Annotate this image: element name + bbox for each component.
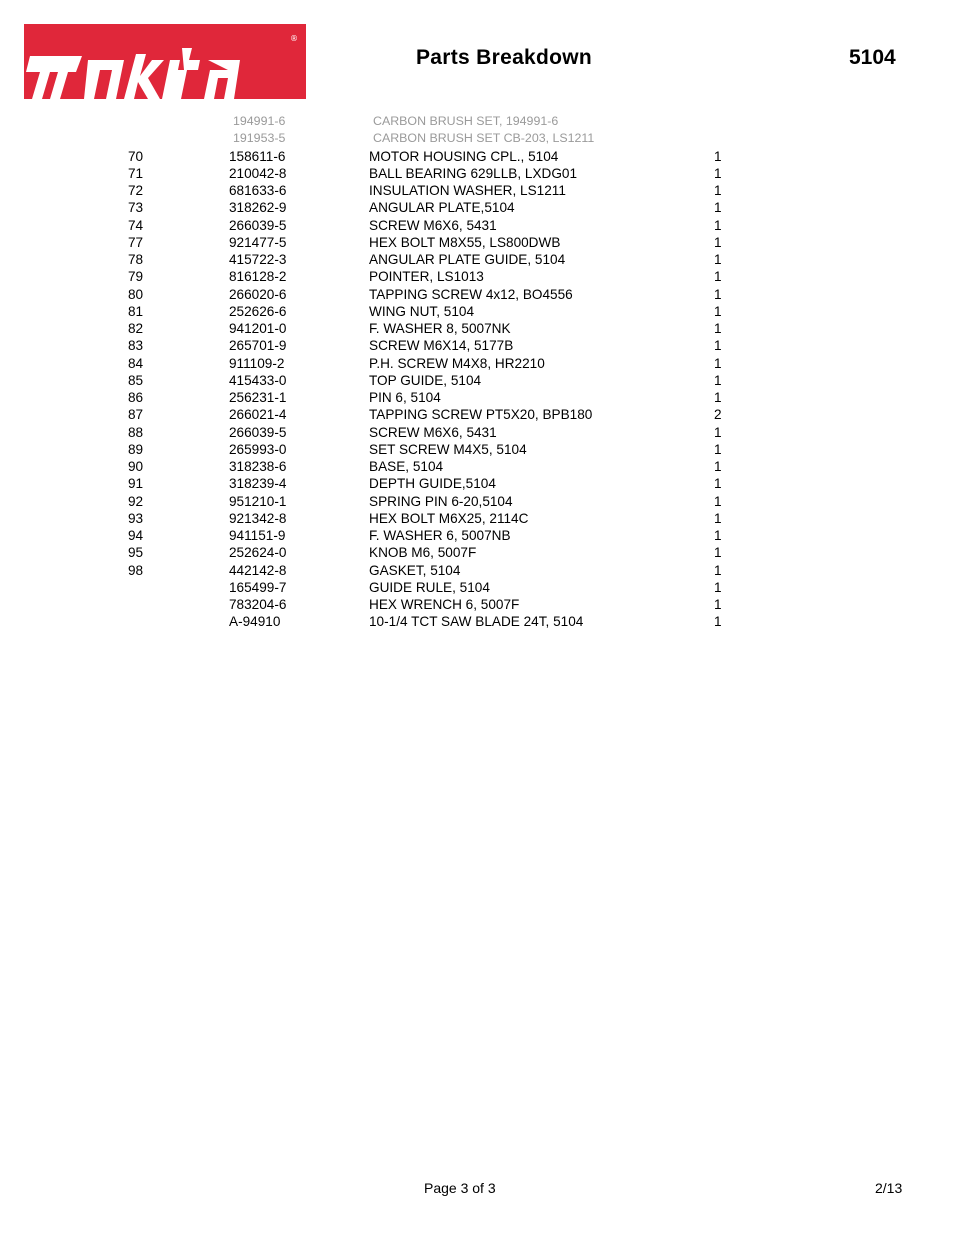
ref-number: 80 xyxy=(128,286,144,302)
quantity: 1 xyxy=(714,562,722,578)
parts-list xyxy=(0,113,954,631)
parts-row xyxy=(0,493,954,510)
quantity: 1 xyxy=(714,528,722,543)
parts-row xyxy=(0,458,954,475)
part-description: 10-1/4 TCT SAW BLADE 24T, 5104 xyxy=(369,614,584,630)
ref-number: 71 xyxy=(128,165,144,181)
part-description: TOP GUIDE, 5104 xyxy=(369,372,482,388)
part-description: WING NUT, 5104 xyxy=(369,303,474,319)
quantity: 1 xyxy=(714,510,722,526)
part-description: GASKET, 5104 xyxy=(369,562,461,578)
part-number: 951210-1 xyxy=(229,493,287,509)
parts-row xyxy=(0,217,954,234)
ref-number: 85 xyxy=(128,372,144,388)
part-description: TAPPING SCREW 4x12, BO4556 xyxy=(369,286,573,302)
quantity: 1 xyxy=(714,355,722,371)
ref-number: 86 xyxy=(128,390,144,405)
parts-row xyxy=(0,475,954,492)
parts-row xyxy=(0,199,954,216)
ref-number: 93 xyxy=(128,510,144,526)
parts-row xyxy=(0,113,954,130)
part-number: 252624-0 xyxy=(229,545,287,561)
part-description: BASE, 5104 xyxy=(369,459,444,474)
ref-number: 83 xyxy=(128,338,144,354)
part-number: 252626-6 xyxy=(229,303,287,319)
svg-text:®: ® xyxy=(290,34,298,43)
quantity: 1 xyxy=(714,338,722,354)
parts-row xyxy=(0,251,954,268)
parts-row xyxy=(0,562,954,579)
part-description: INSULATION WASHER, LS1211 xyxy=(369,183,566,198)
quantity: 1 xyxy=(714,303,722,319)
quantity: 1 xyxy=(714,165,722,181)
parts-row xyxy=(0,303,954,320)
quantity: 1 xyxy=(714,424,722,440)
part-description: SCREW M6X6, 5431 xyxy=(369,217,497,233)
ref-number: 88 xyxy=(128,424,144,440)
parts-row xyxy=(0,286,954,303)
ref-number: 73 xyxy=(128,200,144,216)
ref-number: 92 xyxy=(128,493,144,509)
part-number: 256231-1 xyxy=(229,390,287,405)
part-description: F. WASHER 6, 5007NB xyxy=(369,528,511,543)
parts-row xyxy=(0,579,954,596)
ref-number: 98 xyxy=(128,562,144,578)
part-number: 921342-8 xyxy=(229,510,287,526)
part-description: HEX WRENCH 6, 5007F xyxy=(369,597,520,612)
parts-row xyxy=(0,510,954,527)
quantity: 1 xyxy=(714,183,722,198)
part-description: SPRING PIN 6-20,5104 xyxy=(369,493,513,509)
ref-number: 79 xyxy=(128,269,144,285)
part-description: P.H. SCREW M4X8, HR2210 xyxy=(369,355,545,371)
part-description: DEPTH GUIDE,5104 xyxy=(369,476,496,492)
part-description: GUIDE RULE, 5104 xyxy=(369,579,490,595)
ref-number: 87 xyxy=(128,407,144,423)
part-number: 415722-3 xyxy=(229,252,287,267)
ref-number: 77 xyxy=(128,234,144,250)
parts-row xyxy=(0,406,954,423)
quantity: 1 xyxy=(714,148,722,164)
parts-row xyxy=(0,424,954,441)
model-number: 5104 xyxy=(849,46,896,69)
quantity: 1 xyxy=(714,321,722,336)
part-number: 442142-8 xyxy=(229,562,287,578)
part-number: 266020-6 xyxy=(229,286,287,302)
parts-row xyxy=(0,337,954,354)
part-description: PIN 6, 5104 xyxy=(369,390,441,405)
parts-row xyxy=(0,441,954,458)
quantity: 1 xyxy=(714,476,722,492)
part-number: 921477-5 xyxy=(229,234,287,250)
parts-row xyxy=(0,320,954,337)
parts-row xyxy=(0,544,954,561)
part-description: SCREW M6X6, 5431 xyxy=(369,424,497,440)
ref-number: 82 xyxy=(128,321,144,336)
part-number: 191953-5 xyxy=(233,131,286,146)
makita-logo-wordmark xyxy=(24,24,306,99)
parts-row xyxy=(0,372,954,389)
ref-number: 94 xyxy=(128,528,144,543)
ref-number: 70 xyxy=(128,148,144,164)
quantity: 1 xyxy=(714,269,722,285)
part-number: 158611-6 xyxy=(229,148,286,164)
part-description: TAPPING SCREW PT5X20, BPB180 xyxy=(369,407,593,423)
ref-number: 78 xyxy=(128,252,144,267)
quantity: 1 xyxy=(714,441,722,457)
part-description: ANGULAR PLATE GUIDE, 5104 xyxy=(369,252,566,267)
ref-number: 95 xyxy=(128,545,144,561)
part-description: F. WASHER 8, 5007NK xyxy=(369,321,511,336)
part-description: HEX BOLT M8X55, LS800DWB xyxy=(369,234,561,250)
quantity: 1 xyxy=(714,252,722,267)
parts-row xyxy=(0,268,954,285)
part-number: 194991-6 xyxy=(233,114,286,128)
revision-date: 2/13 xyxy=(875,1180,903,1196)
parts-row xyxy=(0,527,954,544)
part-description: CARBON BRUSH SET, 194991-6 xyxy=(373,114,559,128)
quantity: 2 xyxy=(714,407,722,423)
part-description: MOTOR HOUSING CPL., 5104 xyxy=(369,148,559,164)
part-number: 266039-5 xyxy=(229,424,287,440)
part-description: POINTER, LS1013 xyxy=(369,269,484,285)
part-number: 266039-5 xyxy=(229,217,287,233)
parts-row xyxy=(0,130,954,147)
quantity: 1 xyxy=(714,286,722,302)
part-number: 210042-8 xyxy=(229,165,287,181)
part-number: 266021-4 xyxy=(229,407,287,423)
quantity: 1 xyxy=(714,579,722,595)
part-number: 783204-6 xyxy=(229,597,287,612)
ref-number: 74 xyxy=(128,217,144,233)
part-number: 165499-7 xyxy=(229,579,287,595)
quantity: 1 xyxy=(714,459,722,474)
ref-number: 72 xyxy=(128,183,144,198)
parts-row xyxy=(0,389,954,406)
part-description: CARBON BRUSH SET CB-203, LS1211 xyxy=(373,131,595,146)
part-number: A-94910 xyxy=(229,614,281,630)
part-description: BALL BEARING 629LLB, LXDG01 xyxy=(369,165,578,181)
part-description: ANGULAR PLATE,5104 xyxy=(369,200,515,216)
quantity: 1 xyxy=(714,200,722,216)
part-number: 415433-0 xyxy=(229,372,287,388)
quantity: 1 xyxy=(714,234,722,250)
quantity: 1 xyxy=(714,597,722,612)
page-indicator: Page 3 of 3 xyxy=(424,1180,496,1196)
quantity: 1 xyxy=(714,614,722,630)
ref-number: 91 xyxy=(128,476,144,492)
ref-number: 81 xyxy=(128,303,144,319)
quantity: 1 xyxy=(714,390,722,405)
quantity: 1 xyxy=(714,372,722,388)
quantity: 1 xyxy=(714,545,722,561)
part-number: 265993-0 xyxy=(229,441,287,457)
part-number: 318238-6 xyxy=(229,459,287,474)
part-description: KNOB M6, 5007F xyxy=(369,545,477,561)
part-number: 941151-9 xyxy=(229,528,286,543)
ref-number: 84 xyxy=(128,355,144,371)
parts-row xyxy=(0,355,954,372)
part-number: 816128-2 xyxy=(229,269,287,285)
part-number: 265701-9 xyxy=(229,338,287,354)
part-description: SET SCREW M4X5, 5104 xyxy=(369,441,527,457)
parts-row xyxy=(0,148,954,165)
part-description: HEX BOLT M6X25, 2114C xyxy=(369,510,529,526)
part-number: 318239-4 xyxy=(229,476,287,492)
makita-logo xyxy=(24,24,306,99)
ref-number: 90 xyxy=(128,459,144,474)
part-number: 681633-6 xyxy=(229,183,287,198)
quantity: 1 xyxy=(714,493,722,509)
parts-row xyxy=(0,165,954,182)
ref-number: 89 xyxy=(128,441,144,457)
parts-row xyxy=(0,182,954,199)
part-number: 911109-2 xyxy=(229,355,285,371)
parts-row xyxy=(0,234,954,251)
part-number: 941201-0 xyxy=(229,321,287,336)
part-number: 318262-9 xyxy=(229,200,287,216)
parts-row xyxy=(0,613,954,630)
parts-row xyxy=(0,596,954,613)
page-title: Parts Breakdown xyxy=(416,46,593,69)
quantity: 1 xyxy=(714,217,722,233)
part-description: SCREW M6X14, 5177B xyxy=(369,338,514,354)
